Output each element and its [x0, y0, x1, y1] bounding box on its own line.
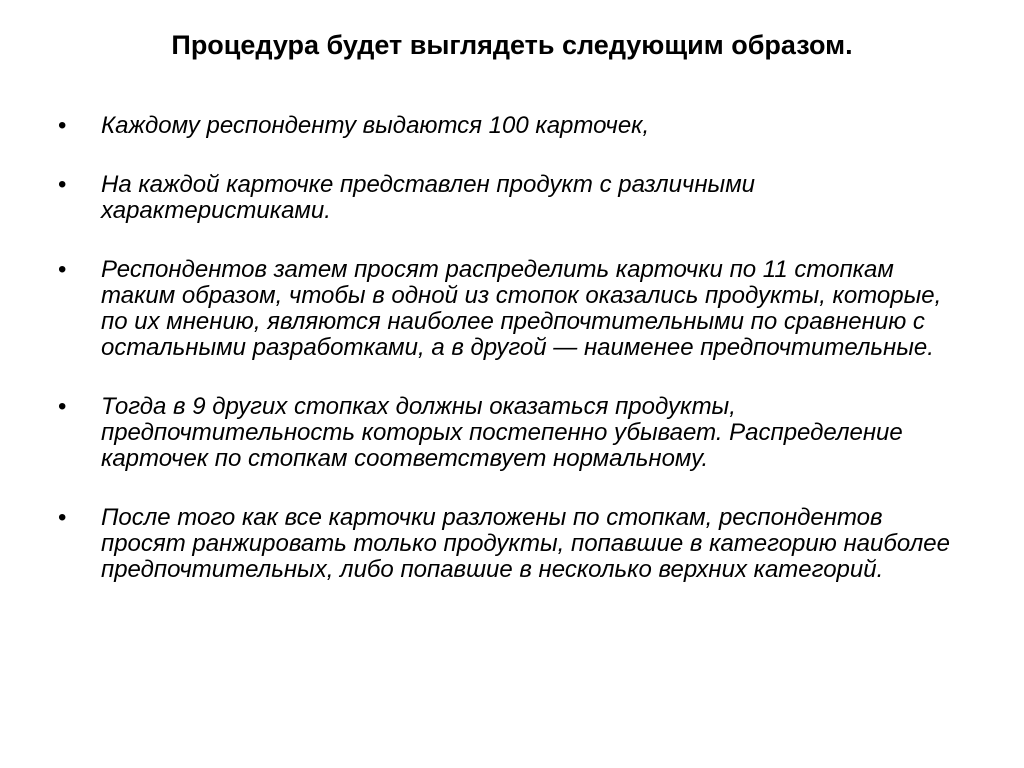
bullet-text: Тогда в 9 других стопках должны оказаться продукты, предпочтительность которых постепенно убывает. Распределение карточек по стопкам соответствует нормальному.: [101, 393, 903, 472]
bullet-icon: •: [58, 171, 67, 198]
bullet-text: Каждому респонденту выдаются 100 карточек,: [101, 112, 650, 139]
bullet-item: [58, 394, 958, 472]
bullet-text: На каждой карточке представлен продукт с различными характеристиками.: [101, 171, 756, 224]
bullet-icon: •: [58, 256, 67, 283]
bullet-text: После того как все карточки разложены по стопкам, респондентов просят ранжировать только продукты, попавшие в категорию наиболее предпочтительных, либо попавшие в несколько верхних категорий.: [101, 504, 950, 583]
slide-title: Процедура будет выглядеть следующим образом.: [171, 30, 853, 60]
bullet-text: Респондентов затем просят распределить карточки по 11 стопкам таким образом, чтобы в одной из стопок оказались продукты, которые, по их мнению, являются наиболее предпочтительными по сравнению с остальными разработками, а в другой — наименее предпочтительные.: [101, 256, 942, 361]
bullet-icon: •: [58, 504, 67, 531]
bullet-item: [58, 113, 958, 139]
bullet-item: [58, 172, 958, 224]
bullet-icon: •: [58, 393, 67, 420]
bullet-icon: •: [58, 112, 67, 139]
bullet-item: [58, 257, 958, 361]
bullet-list: [58, 113, 958, 616]
bullet-item: [58, 505, 958, 583]
